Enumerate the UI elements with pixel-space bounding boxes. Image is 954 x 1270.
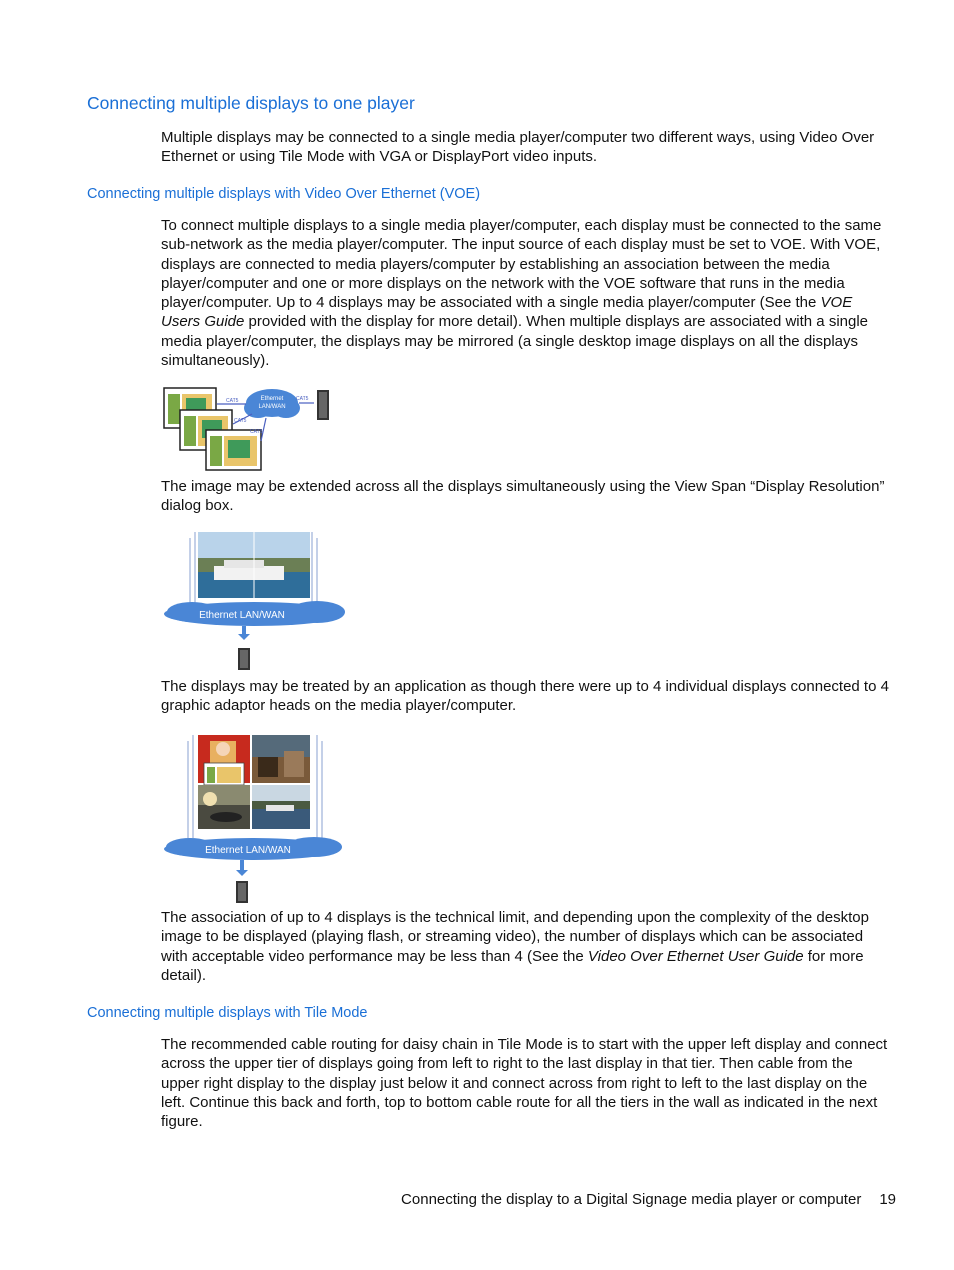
page-footer: [401, 1191, 896, 1208]
display-bottom-left: [198, 785, 250, 829]
spanned-photo: [198, 532, 310, 598]
cloud-label-line-1: Ethernet: [260, 396, 284, 402]
voe-users-guide-ref: VOE Users Guide: [161, 294, 853, 331]
cloud-label-line-2: LAN/WAN: [258, 404, 286, 410]
network-cloud: [164, 837, 342, 860]
down-arrow-icon: [238, 626, 250, 640]
display-3: [206, 430, 261, 470]
display-top-right: [252, 735, 310, 783]
voe-paragraph-2: The image may be extended across all the displays simultaneously using the View Span “Display Resolution” dialog box.: [161, 478, 885, 515]
voe-paragraph-3: The displays may be treated by an application as though there were up to 4 individual displays connected to 4 graphic adaptor heads on the media player/computer.: [161, 678, 889, 715]
section-heading: Connecting multiple displays to one player: [87, 93, 415, 113]
voe-subheading: Connecting multiple displays with Video Over Ethernet (VOE): [87, 186, 481, 202]
cloud-label: Ethernet LAN/WAN: [199, 610, 285, 621]
voe-paragraph-4: The association of up to 4 displays is the technical limit, and depending upon the complexity of the desktop image to be displayed (playing flash, or streaming video), the number of displays which can be associated with acceptable video performance may be less than 4 (See the Video Over Ethernet User Guide for more detail).: [161, 909, 869, 984]
voe-user-guide-ref: Video Over Ethernet User Guide: [587, 947, 804, 965]
network-cloud: [244, 389, 300, 418]
footer-title: Connecting the display to a Digital Signage media player or computer: [401, 1191, 862, 1208]
voe-span-diagram: [162, 530, 350, 672]
page-number: 19: [879, 1191, 896, 1208]
cable-label: CAT5: [250, 429, 263, 435]
voe-paragraph-1: To connect multiple displays to a single media player/computer, each display must be connected to the same sub-network as the media player/computer. The input source of each display must be set to VOE. With VOE, displays are connected to media players/computer by establishing an association between the media player/computer and one or more displays on the network with the VOE software that runs in the media player/computer. Up to 4 displays may be associated with a single media player/computer (See the VOE Users Guide provided with the display for more detail). When multiple displays are associated with a single media player/computer, the displays may be mirrored (a single desktop image displays on all the displays simultaneously).: [161, 217, 882, 370]
cable-label: CAT5: [226, 398, 239, 404]
network-cloud: [164, 601, 345, 626]
cable-label: CAT5: [234, 418, 247, 424]
tile-mode-subheading: Connecting multiple displays with Tile Mode: [87, 1005, 368, 1021]
voe-mirror-diagram: [162, 386, 337, 472]
display-bottom-right: [252, 785, 310, 829]
media-player-icon: [236, 881, 248, 903]
cloud-label: Ethernet LAN/WAN: [205, 845, 291, 856]
display-top-left: [198, 735, 250, 785]
media-player-icon: [238, 648, 250, 670]
cable-label: CAT5: [296, 396, 309, 402]
media-player-icon: [317, 390, 329, 420]
down-arrow-icon: [236, 860, 248, 876]
intro-paragraph: Multiple displays may be connected to a single media player/computer two different ways, using Video Over Ethernet or using Tile Mode with VGA or DisplayPort video inputs.: [161, 129, 875, 166]
voe-individual-diagram: [162, 733, 348, 905]
tile-mode-paragraph: The recommended cable routing for daisy chain in Tile Mode is to start with the upper left display and connect across the upper tier of displays going from left to right to the last display in that tier. Then cable from the upper right display to the display just below it and connect across from right to left to the last display on the left. Continue this back and forth, top to bottom cable route for all the tiers in the wall as indicated in the next figure.: [161, 1036, 888, 1131]
